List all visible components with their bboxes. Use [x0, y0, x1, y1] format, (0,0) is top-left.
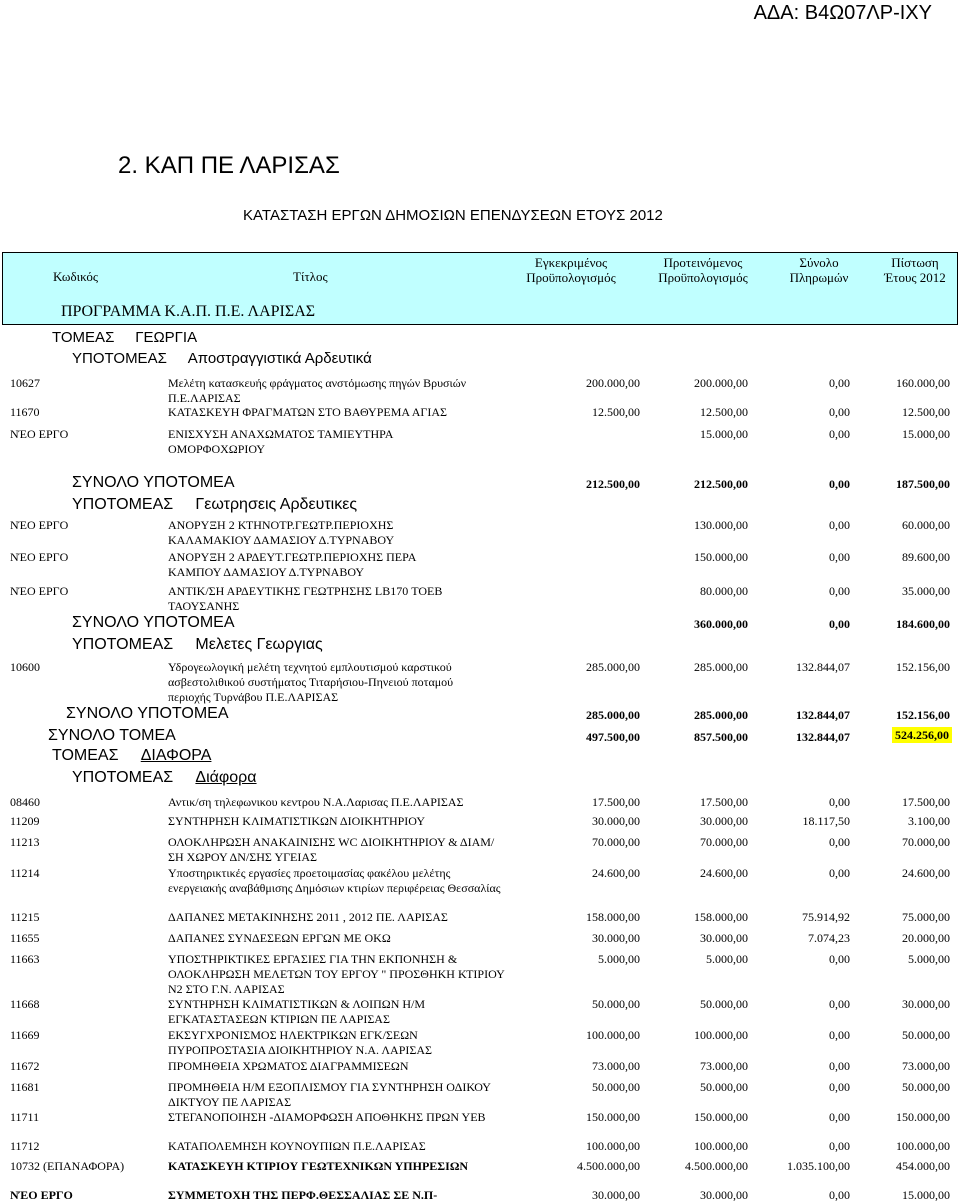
total-credit: 184.600,00: [896, 617, 950, 631]
sector-total-approved: 497.500,00: [586, 730, 640, 744]
row-code: 11663: [10, 952, 40, 966]
row-title: Υδρογεωλογική μελέτη τεχνητού εμπλουτισμού καρστικού ασβεστολιθικού συστήματος Τιταρήσιου-Πηνειού ποταμού περιοχής Τυρνάβου Π.Ε.ΛΑΡΙΣΑΣ: [168, 660, 454, 704]
row-credit: 3.100,00: [908, 814, 950, 828]
row-credit: 75.000,00: [902, 910, 950, 924]
row-approved: 200.000,00: [586, 376, 640, 390]
row-code: 11711: [10, 1110, 40, 1124]
row-code: 11712: [10, 1139, 40, 1153]
sector-label: ΤΟΜΕΑΣ ΔΙΑΦΟΡΑ: [52, 747, 212, 764]
row-code: 11670: [10, 405, 40, 419]
row-credit: 60.000,00: [902, 518, 950, 532]
row-approved: 285.000,00: [586, 660, 640, 674]
header-approved: Εγκεκριμένος Προϋπολογισμός: [526, 255, 616, 285]
row-title: ΑΝΟΡΥΞΗ 2 ΑΡΔΕΥΤ.ΓΕΩΤΡ.ΠΕΡΙΟΧΗΣ ΠΕΡΑ ΚΑΜΠΟΥ ΔΑΜΑΣΙΟΥ Δ.ΤΥΡΝΑΒΟΥ: [168, 550, 416, 579]
row-approved: 5.000,00: [598, 952, 640, 966]
sector-total-payments: 132.844,07: [796, 730, 850, 744]
row-title: ΣΥΝΤΗΡΗΣΗ ΚΛΙΜΑΤΙΣΤΙΚΩΝ & ΛΟΙΠΩΝ Η/Μ ΕΓΚΑΤΑΣΤΑΣΕΩΝ ΚΤΙΡΙΩΝ ΠΕ ΛΑΡΙΣΑΣ: [168, 997, 426, 1026]
row-proposed: 5.000,00: [706, 952, 748, 966]
subsector-total-label: ΣΥΝΟΛΟ ΥΠΟΤΟΜΕΑ: [72, 474, 235, 491]
page-title: 2. ΚΑΠ ΠΕ ΛΑΡΙΣΑΣ: [118, 152, 340, 179]
page-subtitle: ΚΑΤΑΣΤΑΣΗ ΕΡΓΩΝ ΔΗΜΟΣΙΩΝ ΕΠΕΝΔΥΣΕΩΝ ΕΤΟΥΣ 2012: [243, 207, 663, 224]
row-approved: 17.500,00: [592, 795, 640, 809]
row-payments: 0,00: [829, 795, 850, 809]
row-title: ΚΑΤΑΣΚΕΥΗ ΦΡΑΓΜΑΤΩΝ ΣΤΟ ΒΑΘΥΡΕΜΑ ΑΓΙΑΣ: [168, 405, 447, 419]
row-credit: 50.000,00: [902, 1028, 950, 1042]
row-credit: 89.600,00: [902, 550, 950, 564]
header-payments: Σύνολο Πληρωμών: [789, 255, 849, 285]
row-code: ΝΈΟ ΕΡΓΟ: [10, 427, 69, 441]
row-payments: 0,00: [829, 584, 850, 598]
total-proposed: 360.000,00: [694, 617, 748, 631]
row-payments: 0,00: [829, 952, 850, 966]
row-proposed: 24.600,00: [700, 866, 748, 880]
row-proposed: 50.000,00: [700, 1080, 748, 1094]
row-credit: 50.000,00: [902, 1080, 950, 1094]
row-approved: 150.000,00: [586, 1110, 640, 1124]
row-code: ΝΈΟ ΕΡΓΟ: [10, 584, 69, 598]
row-title: ΑΝΟΡΥΞΗ 2 ΚΤΗΝΟΤΡ.ΓΕΩΤΡ.ΠΕΡΙΟΧΗΣ ΚΑΛΑΜΑΚΙΟΥ ΔΑΜΑΣΙΟΥ Δ.ΤΥΡΝΑΒΟΥ: [168, 518, 395, 547]
subsector-label: ΥΠΟΤΟΜΕΑΣ Γεωτρησεις Αρδευτικες: [72, 496, 358, 513]
row-approved: 30.000,00: [592, 931, 640, 945]
table-header: [2, 252, 958, 325]
row-approved: 70.000,00: [592, 835, 640, 849]
subsector-total-label: ΣΥΝΟΛΟ ΥΠΟΤΟΜΕΑ: [66, 705, 229, 722]
row-code: 11655: [10, 931, 40, 945]
row-proposed: 150.000,00: [694, 1110, 748, 1124]
row-title: ΕΚΣΥΓΧΡΟΝΙΣΜΟΣ ΗΛΕΚΤΡΙΚΩΝ ΕΓΚ/ΣΕΩΝ ΠΥΡΟΠΡΟΣΤΑΣΙΑ ΔΙΟΙΚΗΤΗΡΙΟΥ Ν.Α. ΛΑΡΙΣΑΣ: [168, 1028, 433, 1057]
row-payments: 0,00: [829, 405, 850, 419]
row-title: ΔΑΠΑΝΕΣ ΣΥΝΔΕΣΕΩΝ ΕΡΓΩΝ ΜΕ ΟΚΩ: [168, 931, 391, 945]
row-title: Αντικ/ση τηλεφωνικου κεντρου Ν.Α.Λαρισας Π.Ε.ΛΑΡΙΣΑΣ: [168, 795, 464, 809]
row-code: 11669: [10, 1028, 40, 1042]
row-code: 11672: [10, 1059, 40, 1073]
row-approved: 30.000,00: [592, 1188, 640, 1202]
total-credit: 152.156,00: [896, 708, 950, 722]
row-proposed: 80.000,00: [700, 584, 748, 598]
row-approved: 30.000,00: [592, 814, 640, 828]
row-credit: 73.000,00: [902, 1059, 950, 1073]
header-title: Τίτλος: [293, 269, 328, 284]
row-payments: 18.117,50: [802, 814, 850, 828]
row-credit: 5.000,00: [908, 952, 950, 966]
row-approved: 24.600,00: [592, 866, 640, 880]
row-title: ΠΡΟΜΗΘΕΙΑ Η/Μ ΕΞΟΠΛΙΣΜΟΥ ΓΙΑ ΣΥΝΤΗΡΗΣΗ ΟΔΙΚΟΥ ΔΙΚΤΥΟΥ ΠΕ ΛΑΡΙΣΑΣ: [168, 1080, 491, 1109]
sector-label: ΤΟΜΕΑΣ ΓΕΩΡΓΙΑ: [52, 329, 198, 346]
total-approved: 285.000,00: [586, 708, 640, 722]
row-approved: 12.500,00: [592, 405, 640, 419]
row-code: 11209: [10, 814, 40, 828]
row-proposed: 150.000,00: [694, 550, 748, 564]
row-proposed: 4.500.000,00: [685, 1159, 748, 1173]
row-payments: 7.074,23: [808, 931, 850, 945]
row-proposed: 130.000,00: [694, 518, 748, 532]
header-code: Κωδικός: [53, 269, 98, 284]
row-credit: 20.000,00: [902, 931, 950, 945]
program-label: ΠΡΟΓΡΑΜΜΑ Κ.Α.Π. Π.Ε. ΛΑΡΙΣΑΣ: [61, 303, 316, 320]
row-code: 10600: [10, 660, 40, 674]
row-payments: 0,00: [829, 1080, 850, 1094]
row-credit: 100.000,00: [896, 1139, 950, 1153]
header-proposed: Προτεινόμενος Προϋπολογισμός: [658, 255, 748, 285]
row-payments: 0,00: [829, 866, 850, 880]
row-code: 11215: [10, 910, 40, 924]
row-payments: 1.035.100,00: [787, 1159, 850, 1173]
row-credit: 24.600,00: [902, 866, 950, 880]
row-payments: 0,00: [829, 1188, 850, 1202]
row-approved: 50.000,00: [592, 997, 640, 1011]
row-title: ΚΑΤΑΠΟΛΕΜΗΣΗ ΚΟΥΝΟΥΠΙΩΝ Π.Ε.ΛΑΡΙΣΑΣ: [168, 1139, 426, 1153]
row-approved: 100.000,00: [586, 1028, 640, 1042]
row-payments: 0,00: [829, 427, 850, 441]
row-payments: 0,00: [829, 518, 850, 532]
total-proposed: 212.500,00: [694, 477, 748, 491]
subsector-label: ΥΠΟΤΟΜΕΑΣ Διάφορα: [72, 769, 257, 786]
total-payments: 0,00: [829, 477, 850, 491]
row-proposed: 285.000,00: [694, 660, 748, 674]
subsector-label: ΥΠΟΤΟΜΕΑΣ Μελετες Γεωργιας: [72, 636, 323, 653]
row-approved: 4.500.000,00: [577, 1159, 640, 1173]
row-title: ΚΑΤΑΣΚΕΥΗ ΚΤΙΡΙΟΥ ΓΕΩΤΕΧΝΙΚΩΝ ΥΠΗΡΕΣΙΩΝ: [168, 1159, 469, 1173]
sector-total-label: ΣΥΝΟΛΟ ΤΟΜΕΑ: [48, 727, 176, 744]
row-approved: 73.000,00: [592, 1059, 640, 1073]
sector-total-proposed: 857.500,00: [694, 730, 748, 744]
row-title: ΟΛΟΚΛΗΡΩΣΗ ΑΝΑΚΑΙΝΙΣΗΣ WC ΔΙΟΙΚΗΤΗΡΙΟΥ & ΔΙΑΜ/ΣΗ ΧΩΡΟΥ ΔΝ/ΣΗΣ ΥΓΕΙΑΣ: [168, 835, 495, 864]
row-title: ΥΠΟΣΤΗΡΙΚΤΙΚΕΣ ΕΡΓΑΣΙΕΣ ΓΙΑ ΤΗΝ ΕΚΠΟΝΗΣΗ & ΟΛΟΚΛΗΡΩΣΗ ΜΕΛΕΤΩΝ ΤΟΥ ΕΡΓΟΥ " ΠΡΟΣΘΗΚΗ ΚΤΙΡΙΟΥ Ν2 ΣΤΟ Γ.Ν. ΛΑΡΙΣΑΣ: [168, 952, 505, 996]
row-credit: 150.000,00: [896, 1110, 950, 1124]
row-proposed: 12.500,00: [700, 405, 748, 419]
row-proposed: 17.500,00: [700, 795, 748, 809]
row-payments: 0,00: [829, 835, 850, 849]
row-credit: 454.000,00: [896, 1159, 950, 1173]
total-payments: 132.844,07: [796, 708, 850, 722]
row-credit: 17.500,00: [902, 795, 950, 809]
row-credit: 152.156,00: [896, 660, 950, 674]
row-code: 11668: [10, 997, 40, 1011]
row-credit: 15.000,00: [902, 427, 950, 441]
row-approved: 158.000,00: [586, 910, 640, 924]
row-credit: 70.000,00: [902, 835, 950, 849]
row-proposed: 15.000,00: [700, 427, 748, 441]
row-payments: 75.914,92: [802, 910, 850, 924]
row-title: ΣΥΝΤΗΡΗΣΗ ΚΛΙΜΑΤΙΣΤΙΚΩΝ ΔΙΟΙΚΗΤΗΡΙΟΥ: [168, 814, 426, 828]
ada-code: ΑΔΑ: Β4Ω07ΛΡ-ΙΧΥ: [753, 2, 932, 24]
total-proposed: 285.000,00: [694, 708, 748, 722]
subsector-label: ΥΠΟΤΟΜΕΑΣ Αποστραγγιστικά Αρδευτικά: [72, 350, 372, 367]
row-code: 08460: [10, 795, 40, 809]
total-credit: 187.500,00: [896, 477, 950, 491]
header-credit: Πίστωση Έτους 2012: [884, 255, 946, 285]
row-proposed: 200.000,00: [694, 376, 748, 390]
row-proposed: 100.000,00: [694, 1028, 748, 1042]
row-code: 10732 (ΕΠΑΝΑΦΟΡΑ): [10, 1159, 125, 1173]
total-approved: 212.500,00: [586, 477, 640, 491]
row-title: Υποστηρικτικές εργασίες προετοιμασίας φακέλου μελέτης ενεργειακής αναβάθμισης Δημόσιων κτιρίων περιφέρειας Θεσσαλίας: [168, 866, 501, 895]
row-title: ΣΥΜΜΕΤΟΧΗ ΤΗΣ ΠΕΡΦ.ΘΕΣΣΑΛΙΑΣ ΣΕ Ν.Π-: [168, 1188, 438, 1202]
row-payments: 0,00: [829, 997, 850, 1011]
row-payments: 0,00: [829, 1059, 850, 1073]
row-code: ΝΈΟ ΕΡΓΟ: [10, 1188, 73, 1202]
row-title: Μελέτη κατασκευής φράγματος ανστόμωσης πηγών Βρυσιών Π.Ε.ΛΑΡΙΣΑΣ: [168, 376, 467, 405]
row-payments: 132.844,07: [796, 660, 850, 674]
row-title: ΑΝΤΙΚ/ΣΗ ΑΡΔΕΥΤΙΚΗΣ ΓΕΩΤΡΗΣΗΣ LB170 ΤΟΕΒ ΤΑΟΥΣΑΝΗΣ: [168, 584, 443, 613]
row-credit: 35.000,00: [902, 584, 950, 598]
row-payments: 0,00: [829, 376, 850, 390]
row-credit: 160.000,00: [896, 376, 950, 390]
row-payments: 0,00: [829, 550, 850, 564]
row-proposed: 73.000,00: [700, 1059, 748, 1073]
row-payments: 0,00: [829, 1139, 850, 1153]
row-credit: 15.000,00: [902, 1188, 950, 1202]
row-proposed: 30.000,00: [700, 1188, 748, 1202]
row-code: 11214: [10, 866, 40, 880]
row-code: 10627: [10, 376, 40, 390]
sector-total-credit: 524.256,00: [860, 728, 952, 743]
row-title: ΕΝΙΣΧΥΣΗ ΑΝΑΧΩΜΑΤΟΣ ΤΑΜΙΕΥΤΗΡΑ ΟΜΟΡΦΟΧΩΡΙΟΥ: [168, 427, 393, 456]
row-credit: 30.000,00: [902, 997, 950, 1011]
row-title: ΣΤΕΓΑΝΟΠΟΙΗΣΗ -ΔΙΑΜΟΡΦΩΣΗ ΑΠΟΘΗΚΗΣ ΠΡΩΝ ΥΕΒ: [168, 1110, 486, 1124]
subsector-total-label: ΣΥΝΟΛΟ ΥΠΟΤΟΜΕΑ: [72, 614, 235, 631]
row-proposed: 100.000,00: [694, 1139, 748, 1153]
total-payments: 0,00: [829, 617, 850, 631]
row-approved: 50.000,00: [592, 1080, 640, 1094]
row-payments: 0,00: [829, 1110, 850, 1124]
row-proposed: 158.000,00: [694, 910, 748, 924]
row-title: ΠΡΟΜΗΘΕΙΑ ΧΡΩΜΑΤΟΣ ΔΙΑΓΡΑΜΜΙΣΕΩΝ: [168, 1059, 409, 1073]
row-proposed: 50.000,00: [700, 997, 748, 1011]
row-code: 11681: [10, 1080, 40, 1094]
row-proposed: 70.000,00: [700, 835, 748, 849]
row-payments: 0,00: [829, 1028, 850, 1042]
row-approved: 100.000,00: [586, 1139, 640, 1153]
row-proposed: 30.000,00: [700, 931, 748, 945]
row-code: ΝΈΟ ΕΡΓΟ: [10, 518, 69, 532]
row-code: 11213: [10, 835, 40, 849]
row-proposed: 30.000,00: [700, 814, 748, 828]
row-code: ΝΈΟ ΕΡΓΟ: [10, 550, 69, 564]
row-title: ΔΑΠΑΝΕΣ ΜΕΤΑΚΙΝΗΣΗΣ 2011 , 2012 ΠΕ. ΛΑΡΙΣΑΣ: [168, 910, 448, 924]
row-credit: 12.500,00: [902, 405, 950, 419]
